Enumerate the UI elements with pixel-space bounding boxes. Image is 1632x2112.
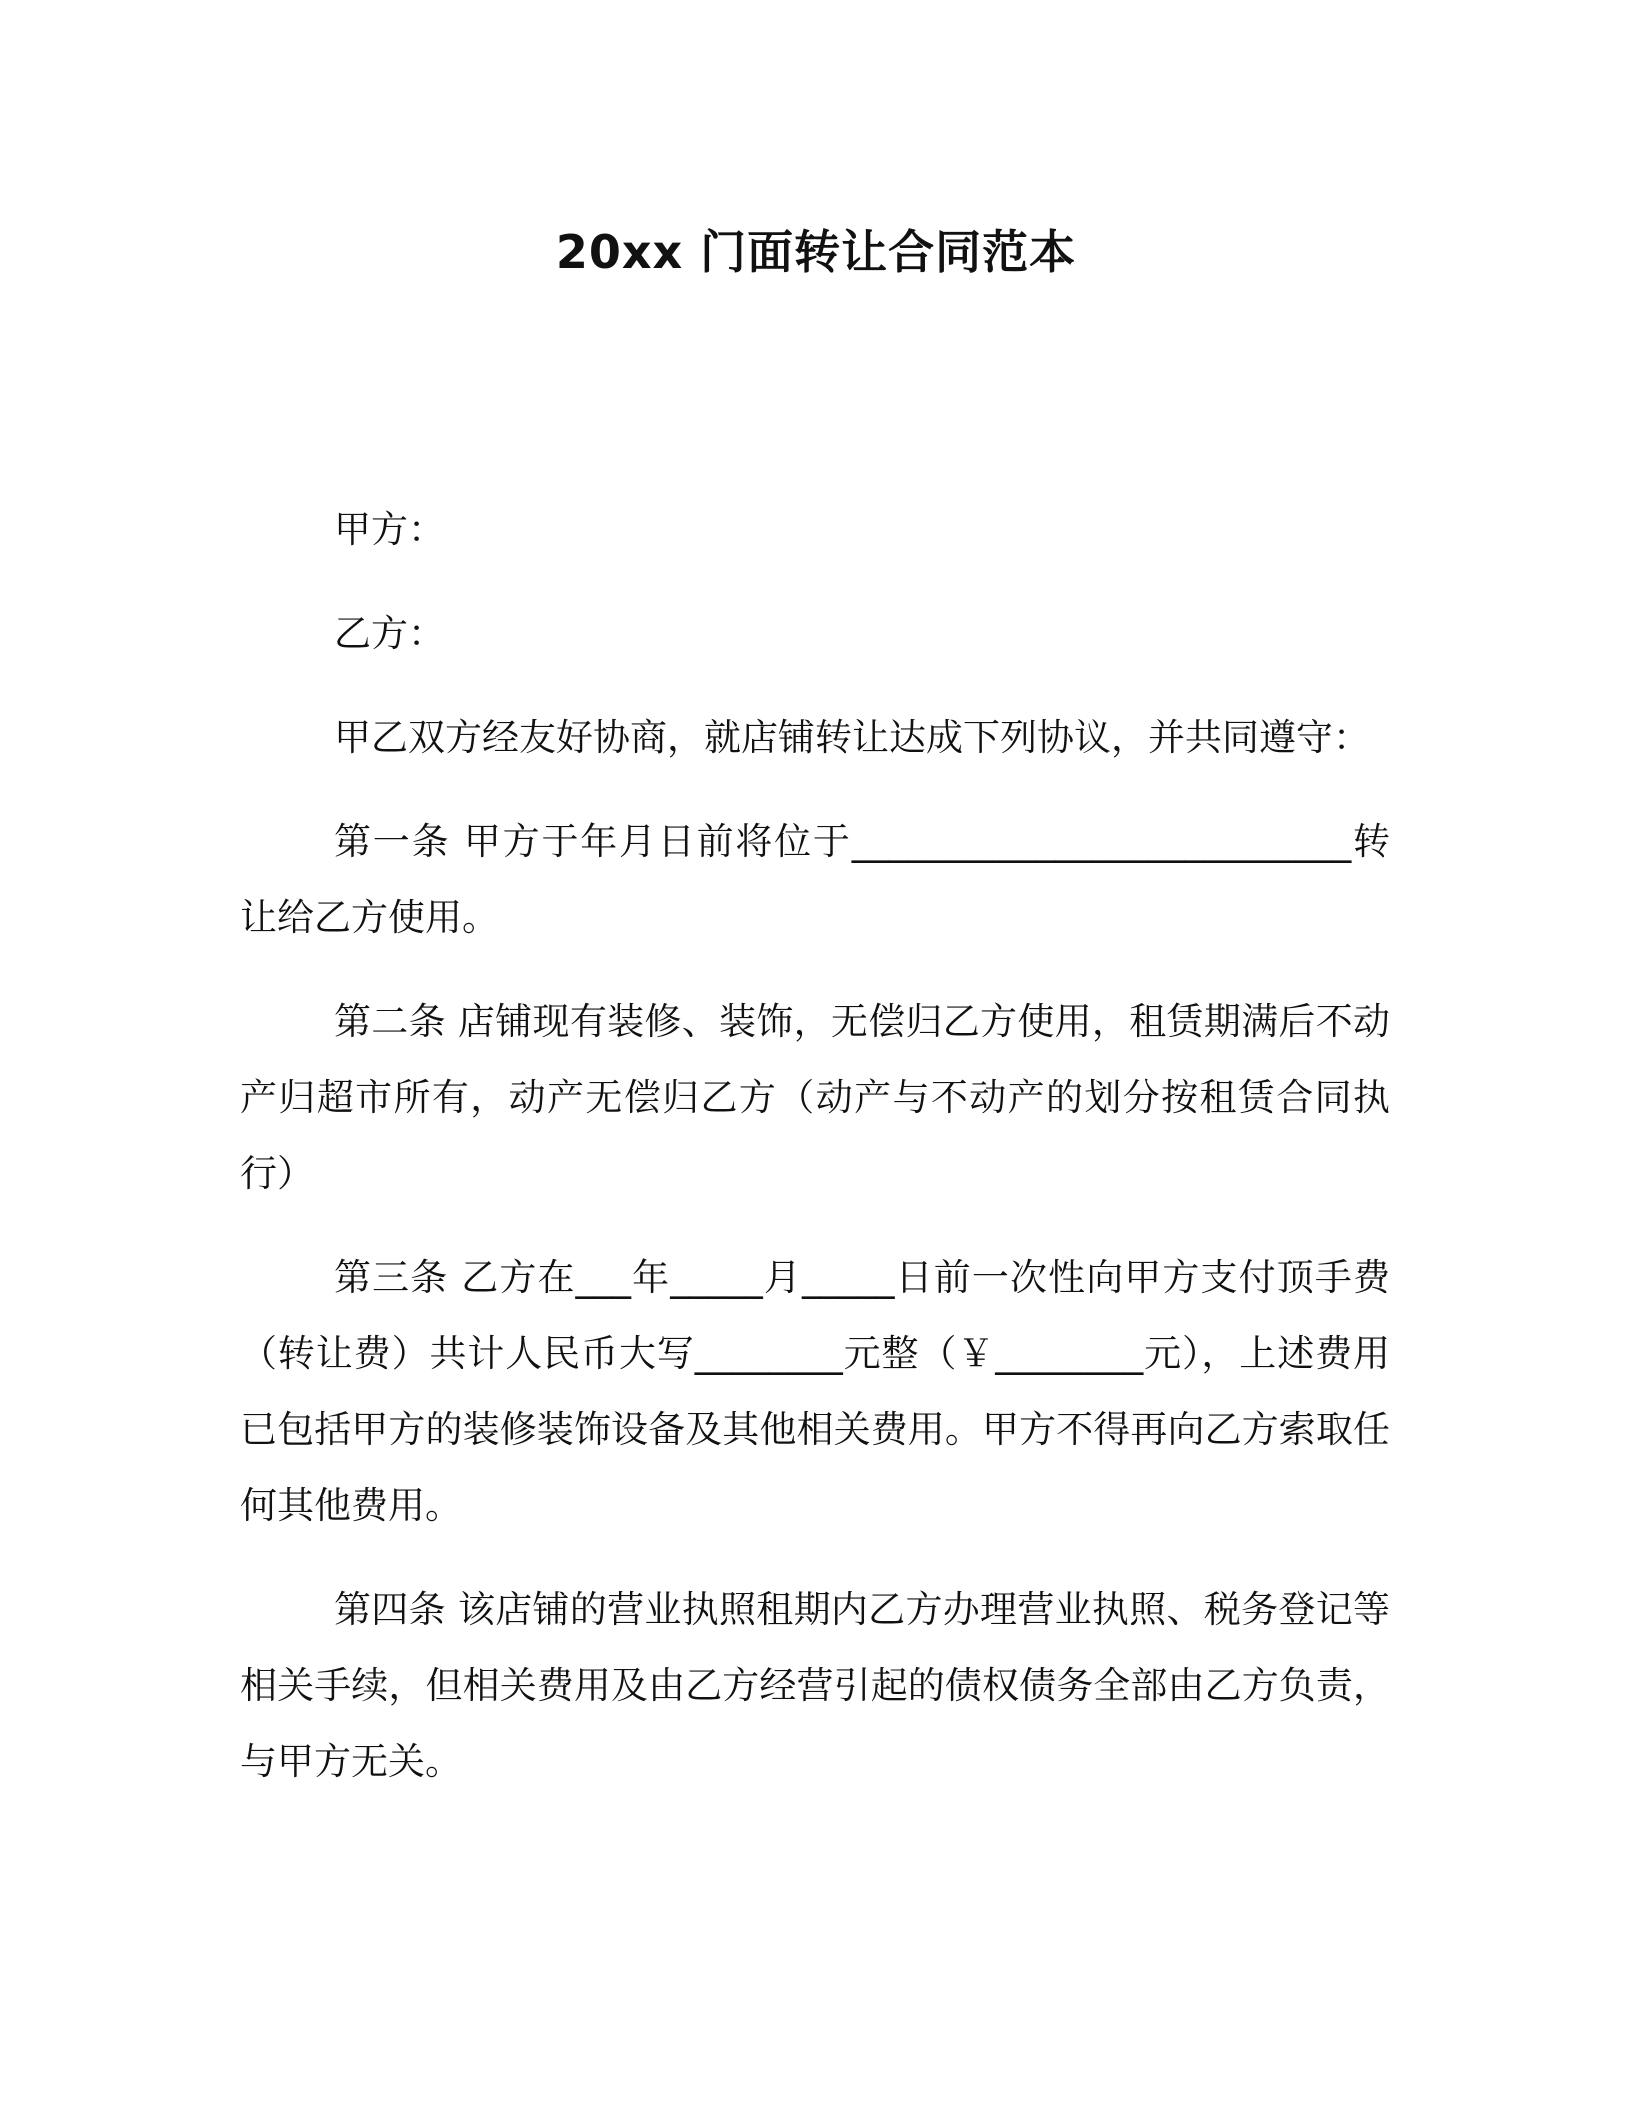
article-4: 第四条 该店铺的营业执照租期内乙方办理营业执照、税务登记等相关手续，但相关费用及由乙方经营引起的债权债务全部由乙方负责，与甲方无关。 [240,1588,1390,1783]
article-1: 第一条 甲方于年月日前将位于___________________________转让给乙方使用。 [240,820,1390,939]
document-title: 20xx 门面转让合同范本 [555,225,1077,279]
preamble-paragraph: 甲乙双方经友好协商，就店铺转让达成下列协议，并共同遵守： [334,716,1370,759]
party-a-line: 甲方： [334,508,445,551]
article-3: 第三条 乙方在___年_____月_____日前一次性向甲方支付顶手费（转让费）共计人民币大写________元整（￥________元），上述费用已包括甲方的装修装饰设备及其他相关费用。甲方不得再向乙方索取任何其他费用。 [240,1256,1390,1527]
document-body [240,492,1390,1828]
party-b-line: 乙方： [334,612,445,655]
article-2: 第二条 店铺现有装修、装饰，无偿归乙方使用，租赁期满后不动产归超市所有，动产无偿归乙方（动产与不动产的划分按租赁合同执行） [240,1000,1390,1195]
